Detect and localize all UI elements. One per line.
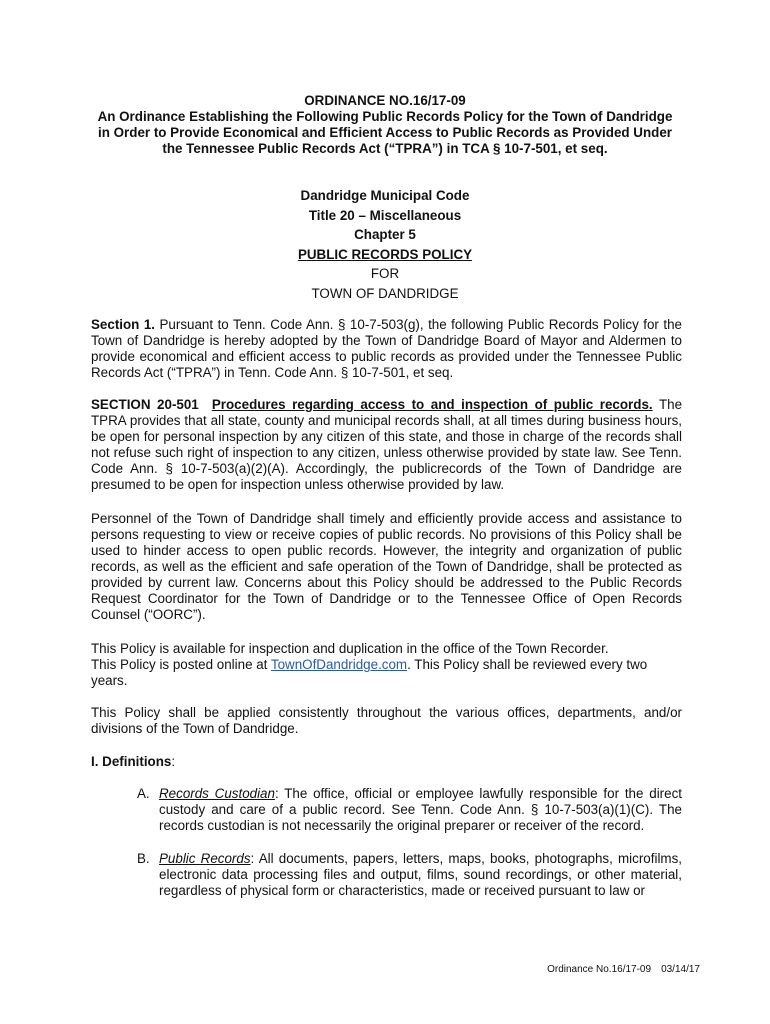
document-header <box>80 93 690 157</box>
section-20-501-label: SECTION 20-501 <box>91 397 199 412</box>
section-1-label: Section 1. <box>91 317 156 332</box>
for-label: FOR <box>370 266 400 281</box>
policy-title: PUBLIC RECORDS POLICY <box>297 246 473 262</box>
footer-date: 03/14/17 <box>661 964 700 975</box>
consistency-paragraph <box>91 705 682 737</box>
town-website-link[interactable]: TownOfDandridge.com <box>270 657 408 672</box>
personnel-paragraph <box>91 511 682 623</box>
availability-line-1: This Policy is available for inspection and duplication in the office of the Town Recorder. <box>91 641 609 656</box>
definition-letter: A. <box>137 786 150 801</box>
personnel-text: Personnel of the Town of Dandridge shall timely and efficiently provide access and assistance to persons requesting to view or receive copies of public records. No provisions of this Policy shall be used to hinder access to open public records. However, the integrity and organization of public records, as well as the efficient and safe operation of the Town of Dandridge, shall be protected as provided by current law. Concerns about this Policy should be addressed to the Public Records Request Coordinator for the Town of Dandridge or to the Tennessee Office of Open Records Counsel (“OORC”). <box>91 511 682 622</box>
consistency-text: This Policy shall be applied consistently throughout the various offices, departments, and/or divisions of the Town of Dandridge. <box>91 705 682 736</box>
section-1-paragraph <box>91 317 682 381</box>
definitions-colon: : <box>171 754 176 769</box>
definitions-heading-row <box>91 754 682 770</box>
page-footer <box>440 962 700 978</box>
definition-item <box>137 786 682 834</box>
ordinance-title-line-1: An Ordinance Establishing the Following Public Records Policy for the Town of Dandridge <box>97 109 673 124</box>
definition-text: : The office, official or employee lawfully responsible for the direct custody and care of a public record. See Tenn. Code Ann. § 10-7-503(a)(1)(C). The records custodian is not necessarily the original preparer or receiver of the record. <box>159 786 682 833</box>
definition-term: Records Custodian <box>159 786 275 801</box>
ordinance-number: ORDINANCE NO.16/17-09 <box>304 93 466 108</box>
ordinance-title-line-3: the Tennessee Public Records Act (“TPRA”) in TCA § 10-7-501, et seq. <box>162 141 608 156</box>
definition-text: : All documents, papers, letters, maps, books, photographs, microfilms, electronic data processing files and output, films, sound recordings, or other material, regardless of physical form or characteristics, made or received pursuant to law or <box>159 851 682 898</box>
municipal-code-label: Dandridge Municipal Code <box>300 188 470 203</box>
definition-term: Public Records <box>159 851 251 866</box>
definitions-heading: I. Definitions <box>91 754 172 769</box>
town-label: TOWN OF DANDRIDGE <box>311 285 459 301</box>
availability-paragraph <box>91 641 682 689</box>
chapter-label: Chapter 5 <box>354 227 416 242</box>
review-text: . This Policy shall be reviewed every two years. <box>91 657 648 688</box>
code-heading-block <box>80 186 690 303</box>
ordinance-title-line-2: in Order to Provide Economical and Efficient Access to Public Records as Provided Under <box>98 125 672 140</box>
section-1-text: Pursuant to Tenn. Code Ann. § 10-7-503(g), the following Public Records Policy for the Town of Dandridge is hereby adopted by the Town of Dandridge Board of Mayor and Aldermen to provide economical and efficient access to public records as provided under the Tennessee Public Records Act (“TPRA”) in Tenn. Code Ann. § 10-7-501, et seq. <box>91 317 682 380</box>
section-20-501-paragraph <box>91 397 682 493</box>
title-label: Title 20 – Miscellaneous <box>308 207 462 223</box>
section-20-501-heading: Procedures regarding access to and inspection of public records. <box>211 397 653 412</box>
definition-letter: B. <box>137 851 150 866</box>
definition-item <box>137 851 682 899</box>
footer-ordinance-number: Ordinance No.16/17-09 <box>547 964 652 975</box>
section-20-501-text: The TPRA provides that all state, county and municipal records shall, at all times during business hours, be open for personal inspection by any citizen of this state, and those in charge of the records shall not refuse such right of inspection to any citizen, unless otherwise provided by state law. See Tenn. Code Ann. § 10-7-503(a)(2)(A). Accordingly, the publicrecords of the Town of Dandridge are presumed to be open for inspection unless otherwise provided by law. <box>91 397 683 492</box>
posted-online-text: This Policy is posted online at <box>91 657 268 672</box>
